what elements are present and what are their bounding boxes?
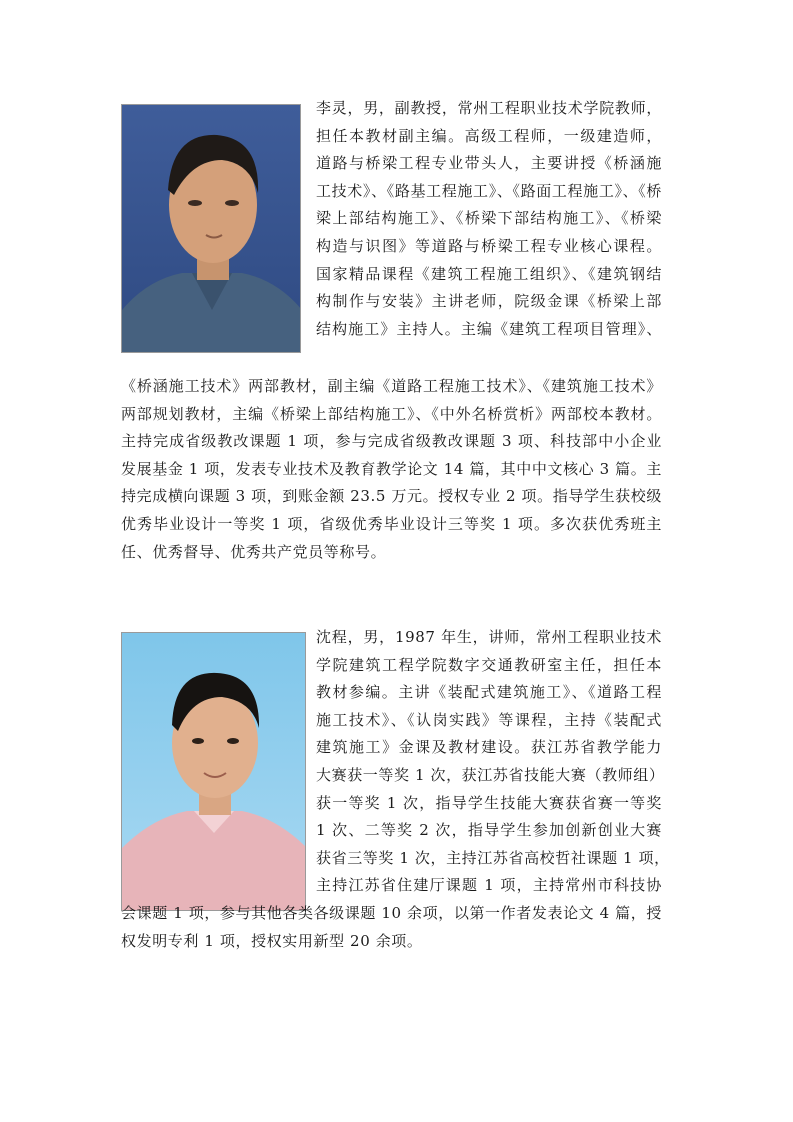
portrait-photo-li-ling [121, 104, 301, 353]
portrait-illustration [122, 105, 301, 353]
portrait-illustration [122, 633, 306, 911]
bio-line: 两部规划教材，主编《桥梁上部结构施工》、《中外名桥赏析》两部校本教材。 [121, 404, 662, 423]
bio-line: 梁上部结构施工》、《桥梁下部结构施工》、《桥梁 [316, 209, 662, 228]
bio-line: 结构施工》主持人。主编《建筑工程项目管理》、 [316, 319, 662, 338]
bio-line: 1 次、二等奖 2 次，指导学生参加创新创业大赛 [316, 821, 662, 840]
bio-line: 学院建筑工程学院数字交通教研室主任，担任本 [316, 655, 662, 674]
bio-line: 优秀毕业设计一等奖 1 项，省级优秀毕业设计三等奖 1 项。多次获优秀班主 [121, 514, 662, 533]
bio-line: 教材参编。主讲《装配式建筑施工》、《道路工程 [316, 683, 662, 702]
bio-line: 建筑施工》金课及教材建设。获江苏省教学能力 [316, 738, 662, 757]
bio-line: 构造与识图》等道路与桥梁工程专业核心课程。 [316, 236, 662, 255]
portrait-photo-shen-cheng [121, 632, 306, 911]
bio-line: 获省三等奖 1 次，主持江苏省高校哲社课题 1 项， [316, 848, 670, 867]
bio-line: 工技术》、《路基工程施工》、《路面工程施工》、《桥 [316, 181, 662, 200]
bio-line: 《桥涵施工技术》两部教材，副主编《道路工程施工技术》、《建筑施工技术》 [121, 377, 662, 395]
bio-line: 李灵，男，副教授，常州工程职业技术学院教师， [316, 99, 662, 117]
bio-line: 持完成横向课题 3 项，到账金额 23.5 万元。授权专业 2 项。指导学生获校级 [121, 487, 662, 506]
bio-line: 施工技术》、《认岗实践》等课程，主持《装配式 [316, 710, 662, 729]
bio-line: 发展基金 1 项，发表专业技术及教育教学论文 14 篇，其中中文核心 3 篇。主 [121, 459, 662, 478]
bio-line: 构制作与安装》主讲老师，院级金课《桥梁上部 [316, 292, 662, 311]
bio-line: 主持江苏省住建厅课题 1 项，主持常州市科技协 [316, 876, 662, 895]
bio-text-shen-cheng-cont [121, 900, 662, 955]
bio-text-shen-cheng [316, 624, 670, 900]
bio-text-li-ling-cont [121, 373, 662, 566]
bio-line: 大赛获一等奖 1 次，获江苏省技能大赛（教师组） [316, 765, 665, 784]
bio-line: 获一等奖 1 次，指导学生技能大赛获省赛一等奖 [316, 793, 662, 812]
bio-line: 国家精品课程《建筑工程施工组织》、《建筑钢结 [316, 264, 662, 283]
bio-line: 会课题 1 项，参与其他各类各级课题 10 余项，以第一作者发表论文 4 篇，授 [121, 904, 662, 922]
bio-line: 沈程，男，1987 年生，讲师，常州工程职业技术 [316, 628, 662, 646]
bio-line: 权发明专利 1 项，授权实用新型 20 余项。 [121, 931, 423, 950]
bio-line: 主持完成省级教改课题 1 项，参与完成省级教改课题 3 项、科技部中小企业 [121, 432, 662, 451]
bio-line: 担任本教材副主编。高级工程师，一级建造师， [316, 126, 662, 145]
bio-line: 道路与桥梁工程专业带头人，主要讲授《桥涵施 [316, 154, 662, 173]
bio-line: 任、优秀督导、优秀共产党员等称号。 [121, 542, 387, 561]
bio-text-li-ling [316, 95, 662, 343]
